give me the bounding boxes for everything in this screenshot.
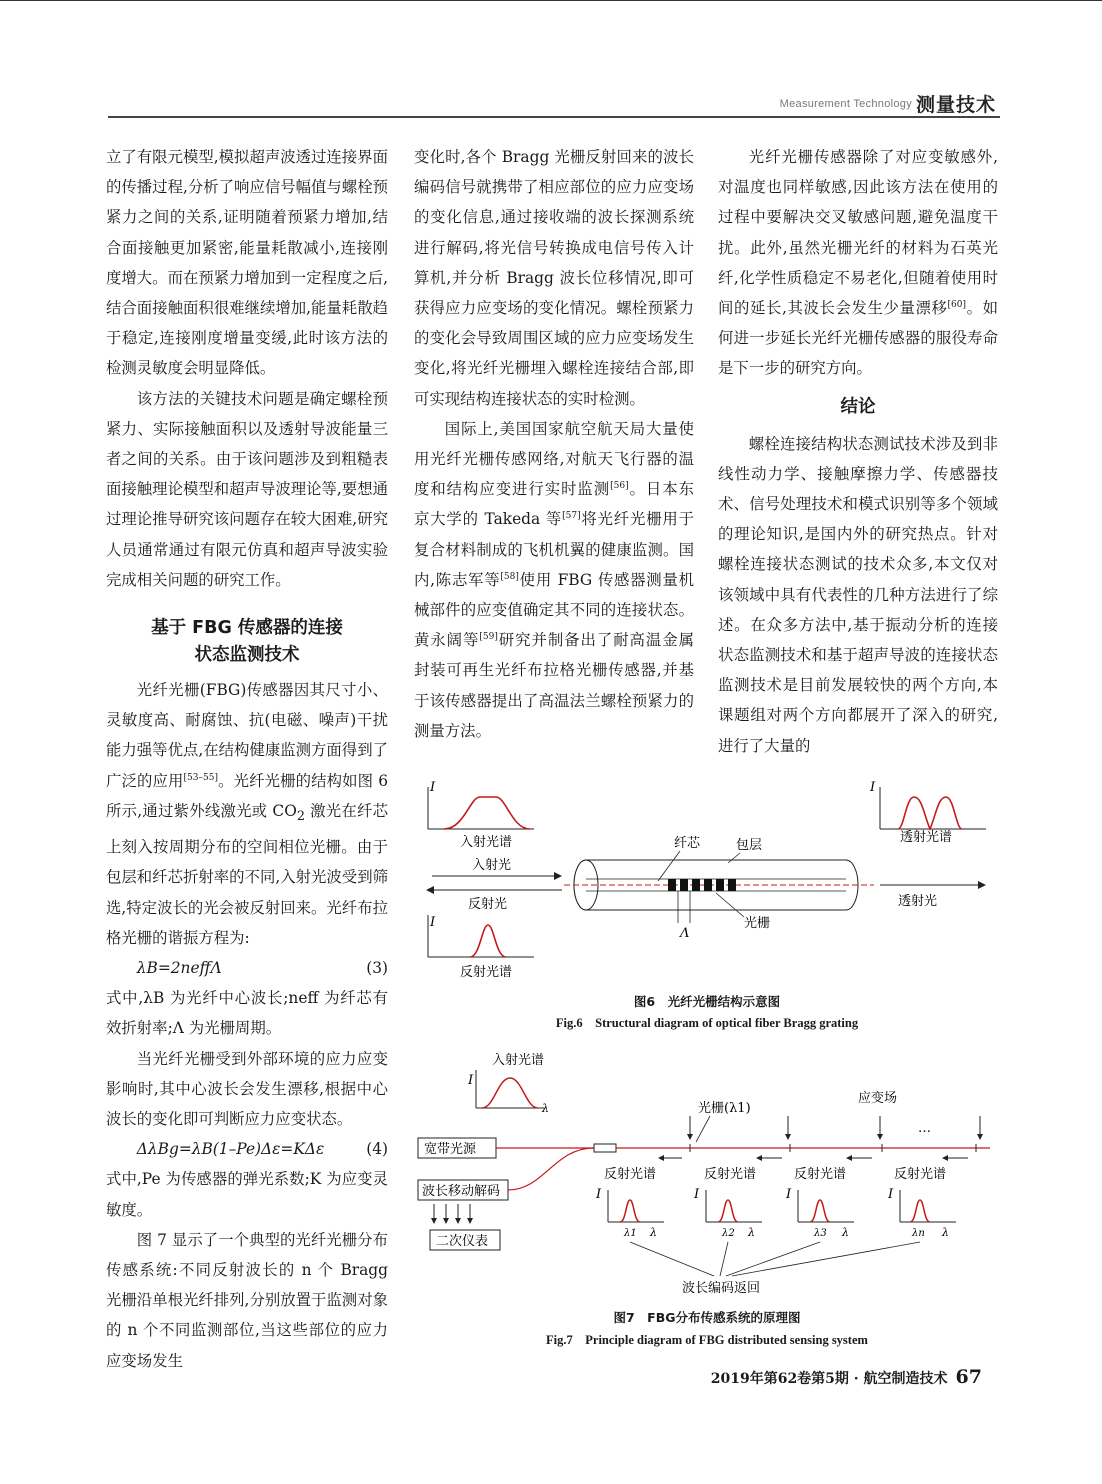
axis-label: λ [748, 1226, 755, 1239]
axis-label: λ [942, 1226, 949, 1239]
label: 反射光谱 [894, 1167, 947, 1182]
reflected-spectrum-3 [785, 1187, 854, 1239]
equation-4 [106, 1134, 388, 1164]
label: 入射光谱 [460, 835, 513, 850]
text: 研究并制备出了耐高温金属封装可再生光纤布拉格光栅传感器,并基于该传感器提出了高温法兰螺栓预紧力的测量方法。 [414, 631, 694, 740]
arrowhead [846, 1155, 852, 1161]
arrowhead [785, 1134, 791, 1140]
paragraph [106, 675, 388, 953]
figure-6-caption-cn: 图6 光纤光栅结构示意图 [633, 994, 781, 1009]
section-heading-line: 基于 FBG 传感器的连接 [151, 618, 343, 639]
grating-block [680, 879, 688, 891]
equation-text: λB=2neffΛ [136, 958, 222, 977]
paragraph [414, 414, 694, 746]
spectrum-peak [810, 1200, 830, 1222]
text: 。光纤光栅的结构如图 6 所示,通过紫外线激光或 CO [106, 771, 388, 820]
reflected-spectrum-2 [693, 1187, 762, 1239]
secondary-instrument-label: 二次仪表 [436, 1234, 489, 1249]
grating-block [668, 879, 676, 891]
signal-arrowheads [431, 1218, 473, 1224]
peak-label: λ1 [624, 1228, 637, 1239]
grating-block [716, 879, 724, 891]
paragraph: 图 7 显示了一个典型的光纤光栅分布传感系统:不同反射波长的 n 个 Bragg 光栅沿单根光纤排列,分别放置于监测对象的 n 个不同监测部位,当这些部位的应力应变场发生 [106, 1230, 388, 1370]
signal-arrows [434, 1204, 470, 1220]
fiber-to-demodulator [508, 1148, 594, 1190]
strain-arrowheads [687, 1134, 983, 1140]
leader-line [630, 1242, 714, 1276]
journal-info: 2019年第62卷第5期 · 航空制造技术 [710, 1371, 948, 1387]
equation-number: (4) [366, 1140, 388, 1159]
paragraph: 立了有限元模型,模拟超声波透过连接界面的传播过程,分析了响应信号幅值与螺栓预紧力之间的关系,证明随着预紧力增加,结合面接触更加紧密,能量耗散减小,连接刚度增大。而在预紧力增加到一定程度之后,结合面接触面积很难继续增加,能量耗散趋于稳定,连接刚度增量变缓,此时该方法的检测灵敏度会明显降低。 [106, 148, 388, 378]
label: 反射光谱 [794, 1167, 847, 1182]
paragraph: 该方法的关键技术问题是确定螺栓预紧力、实际接触面积以及透射导波能量三者之间的关系。由于该问题涉及到粗糙表面接触理论模型和超声导波理论等,要想通过理论推导研究该问题存在较大困难,研究人员通常通过有限元仿真和超声导波实验完成相关问题的研究工作。 [106, 389, 388, 589]
transmitted-spectrum-curve [898, 797, 962, 829]
label: 反射光 [468, 897, 508, 912]
grating-block [704, 879, 712, 891]
label: 光栅 [744, 916, 771, 931]
paragraph: 变化时,各个 Bragg 光栅反射回来的波长编码信号就携带了相应部位的应力应变场的变化信息,通过接收端的波长探测系统进行解码,将光信号转换成电信号传入计算机,并分析 Bragg 波长位移情况,即可获得应力应变场的变化情况。螺栓预紧力的变化会导致周围区域的应力应变场发生变化,将光纤光栅埋入螺栓连接结合部,即可实现结构连接状态的实时检测。 [414, 148, 694, 408]
label: 透射光谱 [900, 830, 953, 845]
page-number: 67 [955, 1366, 982, 1388]
axis-label: I [596, 1187, 602, 1202]
axis-label: λ [842, 1226, 849, 1239]
header-rule [108, 116, 1000, 118]
reflected-spectrum-curve [470, 925, 506, 957]
spectrum-peak [718, 1200, 738, 1222]
spectrum-peak [910, 1200, 930, 1222]
strain-arrows [690, 1116, 980, 1136]
footer [711, 1366, 982, 1388]
paragraph: 当光纤光栅受到外部环境的应力应变影响时,其中心波长会发生漂移,根据中心波长的变化即可判断应力应变状态。 [106, 1049, 388, 1128]
peak-label: λ3 [814, 1228, 827, 1239]
axis-label: λ [542, 1102, 549, 1115]
arrowhead [756, 1155, 762, 1161]
axis-label: λ [650, 1226, 657, 1239]
column-1 [106, 142, 388, 1376]
axis-label: I [870, 780, 876, 795]
label: 纤芯 [674, 836, 701, 851]
equation-number: (3) [366, 958, 388, 977]
arrowhead [978, 881, 986, 889]
label: 入射光 [472, 858, 512, 873]
arrowhead [426, 886, 434, 894]
citation: [53–55] [183, 772, 218, 783]
arrowhead [658, 1155, 664, 1161]
arrowhead [942, 1155, 948, 1161]
axis-label: I [430, 915, 436, 930]
arrowhead [977, 1134, 983, 1140]
citation: [57] [562, 511, 581, 522]
reflected-arrowheads [658, 1155, 948, 1161]
text: 光纤光栅传感器除了对应变敏感外,对温度也同样敏感,因此该方法在使用的过程中要解决交叉敏感问题,避免温度干扰。此外,虽然光栅光纤的材料为石英光纤,化学性质稳定不易老化,但随着使用时间的延长,其波长会发生少量漂移 [718, 148, 998, 318]
label: 光栅(λ1) [698, 1101, 751, 1116]
reflected-spectrum-1 [595, 1187, 664, 1239]
figure-6-caption-en: Fig.6 Structural diagram of optical fiber Bragg grating [555, 1016, 859, 1030]
text: 。日本东京大学的 Takeda 等 [414, 480, 694, 529]
incident-spectrum-curve [444, 797, 530, 829]
equation-3 [106, 953, 388, 983]
citation: [58] [500, 571, 519, 582]
citation: [60] [947, 300, 966, 311]
broadband-source-label: 宽带光源 [424, 1142, 477, 1157]
label: 包层 [736, 838, 763, 853]
figure-7-caption-cn: 图7 FBG分布传感系统的原理图 [613, 1310, 801, 1325]
label: 反射光谱 [460, 965, 513, 980]
citation: [56] [610, 481, 629, 492]
reflected-spectrum-n [887, 1187, 956, 1239]
label: 入射光谱 [492, 1053, 545, 1068]
arrowhead [554, 872, 562, 880]
axis-label: I [468, 1073, 474, 1088]
text: 将光纤光栅用于复合材料制成的飞机机翼的健康监测。国内,陈志军等 [414, 510, 694, 589]
text: 光纤光栅(FBG)传感器因其尺寸小、灵敏度高、耐腐蚀、抗(电磁、噪声)干扰能力强等优点,在结构健康监测方面得到了广泛的应用 [106, 681, 388, 790]
header-cn: 测量技术 [915, 94, 996, 116]
equation-text: ΔλBg=λB(1–Pe)Δε=KΔε [136, 1140, 325, 1159]
grating-block [692, 879, 700, 891]
running-header [0, 90, 1000, 116]
header-en: Measurement Technology [779, 98, 912, 110]
arrowhead [455, 1218, 461, 1224]
label: 透射光 [898, 894, 938, 909]
section-heading-conclusion: 结论 [840, 396, 876, 417]
column-2 [414, 142, 694, 746]
citation: [59] [479, 632, 498, 643]
leader-line [696, 1116, 710, 1142]
label: 反射光谱 [604, 1167, 657, 1182]
section-heading-line: 状态监测技术 [194, 645, 300, 666]
top-border [0, 0, 1102, 1]
text: 国际上,美国国家航空航天局大量使用光纤光栅传感网络,对航天飞行器的温度和结构应变进行实时监测 [414, 419, 694, 499]
axis-label: I [786, 1187, 792, 1202]
paragraph: 式中,Pe 为传感器的弹光系数;K 为应变灵敏度。 [106, 1170, 388, 1219]
column-3 [718, 142, 998, 761]
ellipsis: … [918, 1121, 931, 1136]
axis-label: I [694, 1187, 700, 1202]
arrowhead [443, 1218, 449, 1224]
paragraph: 螺栓连接结构状态测试技术涉及到非线性动力学、接触摩擦力学、传感器技术、信号处理技术和模式识别等多个领域的理论知识,是国内外的研究热点。针对螺栓连接状态测试的技术众多,本文仅对该领域中具有代表性的几种方法进行了综述。在众多方法中,基于振动分析的连接状态监测技术和基于超声导波的连接状态监测技术是目前发展较快的两个方向,本课题组对两个方向都展开了深入的研究,进行了大量的 [718, 434, 998, 755]
converging-lines [630, 1242, 920, 1276]
figure-6 [414, 775, 1000, 990]
leader-line [720, 1242, 728, 1276]
arrowhead [467, 1218, 473, 1224]
figure-7 [414, 1050, 1000, 1300]
label: 波长编码返回 [682, 1281, 761, 1296]
label: 反射光谱 [704, 1167, 757, 1182]
axis-label: I [430, 780, 436, 795]
figure-7-caption-en: Fig.7 Principle diagram of FBG distributed sensing system [546, 1333, 868, 1347]
label: Λ [680, 926, 690, 941]
incident-spectrum-curve [482, 1078, 538, 1108]
subscript: 2 [296, 808, 305, 824]
peak-label: λ2 [722, 1228, 735, 1239]
section-heading-fbg [106, 615, 388, 669]
leader-line [726, 1242, 820, 1276]
grating-block [728, 879, 736, 891]
paragraph [718, 142, 998, 384]
demodulator-label: 波长移动解码 [422, 1184, 501, 1199]
arrowhead [687, 1134, 693, 1140]
leader-line [732, 1242, 920, 1276]
axis-label: I [888, 1187, 894, 1202]
paragraph: 式中,λB 为光纤中心波长;neff 为纤芯有效折射率;Λ 为光栅周期。 [106, 989, 388, 1038]
peak-label: λn [912, 1228, 925, 1239]
text: 激光在纤芯上刻入按周期分布的空间相位光栅。由于包层和纤芯折射率的不同,入射光波受到筛选,特定波长的光会被反射回来。光纤布拉格光栅的谐振方程为: [106, 801, 388, 947]
spectrum-peak [620, 1200, 640, 1222]
label: 应变场 [858, 1091, 898, 1106]
text: 。如何进一步延长光纤光栅传感器的服役寿命是下一步的研究方向。 [718, 299, 998, 378]
text: 使用 FBG 传感器测量机械部件的应变值确定其不同的连接状态。黄永阔等 [414, 570, 694, 650]
coupler [594, 1144, 616, 1152]
arrowhead [877, 1134, 883, 1140]
arrowhead [431, 1218, 437, 1224]
